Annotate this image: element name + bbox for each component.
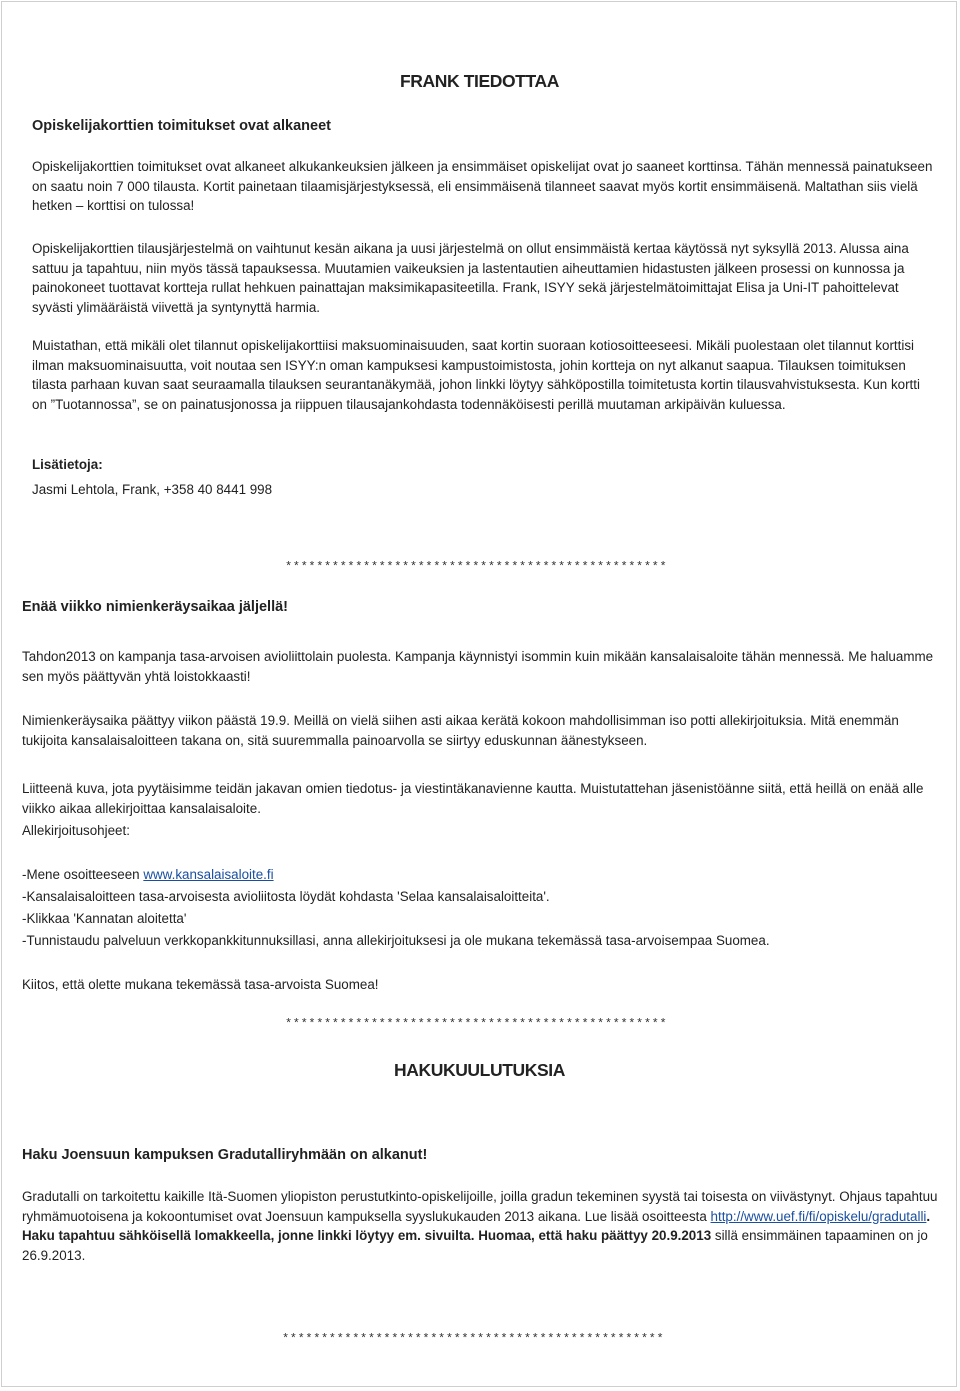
thanks-line: Kiitos, että olette mukana tekemässä tasa-arvoista Suomea! [22, 977, 379, 992]
paragraph-pickup-info: Muistathan, että mikäli olet tilannut opiskelijakorttiisi maksuominaisuuden, saat kortin suoraan kotiosoitteeseesi. Mikäli puolestaan olet tilannut korttisi ilman maksuominaisuutta, voit noutaa sen ISYY:n oman kampuksesi kampustoimistosta, johin kortteja on nyt alkanut saapua. Tilauksen toimituksen tilasta parhaan kuvan saat seuraamalla tilauksen seurantanäkymää, johon linkki löytyy sähköpostilla toimitetusta kortin tilausvahvistuksesta. Kun kortti on ”Tuotannossa”, se on painatusjonossa ja riippuen tilausajankohdasta todennäköisesti perillä muutaman arkipäivän kuluessa. [32, 338, 920, 412]
step-2: -Kansalaisaloitteen tasa-arvoisesta avioliitosta löydät kohdasta 'Selaa kansalaisaloitteita'. [22, 889, 550, 904]
step-1 [22, 867, 274, 882]
step-3: -Klikkaa 'Kannatan aloitetta' [22, 911, 187, 926]
separator-stars: ************************************************* [282, 1332, 665, 1346]
paragraph-ordering-system: Opiskelijakorttien tilausjärjestelmä on vaihtunut kesän aikana ja uusi järjestelmä on ollut ensimmäistä kertaa käytössä nyt syksyllä 2013. Alussa aina sattuu ja tapahtuu, niin myös tässä tapauksessa. Muutamien vaikeuksien ja lastentautien aiheuttamien hidastusten jälkeen prosessi on kunnossa ja painokoneet tuottavat kortteja rullat hehkuen painattajan maksimikapasiteetilla. Frank, ISYY sekä järjestelmätoimittajat Elisa ja Uni-IT pahoittelevat syvästi ylimääräistä viivettä ja syntynyttä harmia. [32, 241, 909, 315]
signing-instructions-label: Allekirjoitusohjeet: [22, 823, 130, 838]
kansalaisaloite-link[interactable]: www.kansalaisaloite.fi [143, 867, 274, 882]
section-heading-frank: FRANK TIEDOTTAA [400, 71, 559, 91]
paragraph-gradutalli [22, 1187, 942, 1265]
contact-info: Jasmi Lehtola, Frank, +358 40 8441 998 [32, 482, 273, 497]
step-1-text: -Mene osoitteeseen [22, 867, 144, 882]
paragraph-collection-deadline: Nimienkeräysaika päättyy viikon päästä 19.9. Meillä on vielä siihen asti aikaa kerätä kokoon mahdollisimman iso potti allekirjoituksia. Mitä enemmän tukijoita kansalaisaloitteen takana on, sitä suuremmalla painoarvolla se siirtyy eduskunnan äänestykseen. [22, 713, 899, 748]
article-title-student-cards: Opiskelijakorttien toimitukset ovat alkaneet [32, 118, 331, 134]
article-title-signature-deadline: Enää viikko nimienkeräysaikaa jäljellä! [22, 599, 288, 615]
more-info-label: Lisätietoja: [32, 457, 103, 472]
gradutalli-application-note: . Haku tapahtuu sähköisellä lomakkeella, jonne linkki löytyy em. sivuilta. Huomaa, että haku päättyy 20.9.2013 [22, 1208, 931, 1243]
paragraph-tahdon-campaign: Tahdon2013 on kampanja tasa-arvoisen avioliittolain puolesta. Kampanja käynnistyi isommin kuin mikään kansalaisaloite tähän mennessä. Me haluamme sen myös päättyvän yhtä loistokkaasti! [22, 649, 934, 684]
gradutalli-first-meeting: sillä ensimmäinen tapaaminen on jo 26.9.2013. [22, 1228, 928, 1263]
document-page [1, 1, 957, 1387]
gradutalli-link[interactable]: http://www.uef.fi/fi/opiskelu/gradutalli [710, 1208, 927, 1224]
separator-stars: ************************************************* [285, 560, 668, 574]
paragraph-share-image: Liitteenä kuva, jota pyytäisimme teidän jakavan omien tiedotus- ja viestintäkanavienne kautta. Muistutattehan jäsenistöänne siitä, että heillä on enää alle viikko aikaa allekirjoittaa kansalaisaloite. [22, 781, 924, 816]
gradutalli-text: Gradutalli on tarkoitettu kaikille Itä-Suomen yliopiston perustutkinto-opiskelijoille, joilla gradun tekeminen syystä tai toisesta on viivästynyt. Ohjaus tapahtuu ryhmämuotoisena ja kokoontumiset ovat Joensuun kampuksella syyslukukauden 2013 aikana. Lue lisää osoitteesta [22, 1189, 938, 1224]
step-4: -Tunnistaudu palveluun verkkopankkitunnuksillasi, anna allekirjoituksesi ja ole mukana tekemässä tasa-arvoisempaa Suomea. [22, 933, 770, 948]
article-title-gradutalli: Haku Joensuun kampuksen Gradutalliryhmään on alkanut! [22, 1147, 428, 1163]
section-heading-announcements: HAKUKUULUTUKSIA [394, 1060, 565, 1080]
separator-stars: ************************************************* [285, 1017, 668, 1031]
paragraph-delivery-started: Opiskelijakorttien toimitukset ovat alkaneet alkukankeuksien jälkeen ja ensimmäiset opiskelijat ovat jo saaneet korttinsa. Tähän mennessä painatukseen on saatu noin 7 000 tilausta. Kortit painetaan tilaamisjärjestyksessä, eli ensimmäisenä tilanneet saavat myös kortit ensimmäisenä. Maltathan siis vielä hetken – korttisi on tulossa! [32, 159, 933, 213]
